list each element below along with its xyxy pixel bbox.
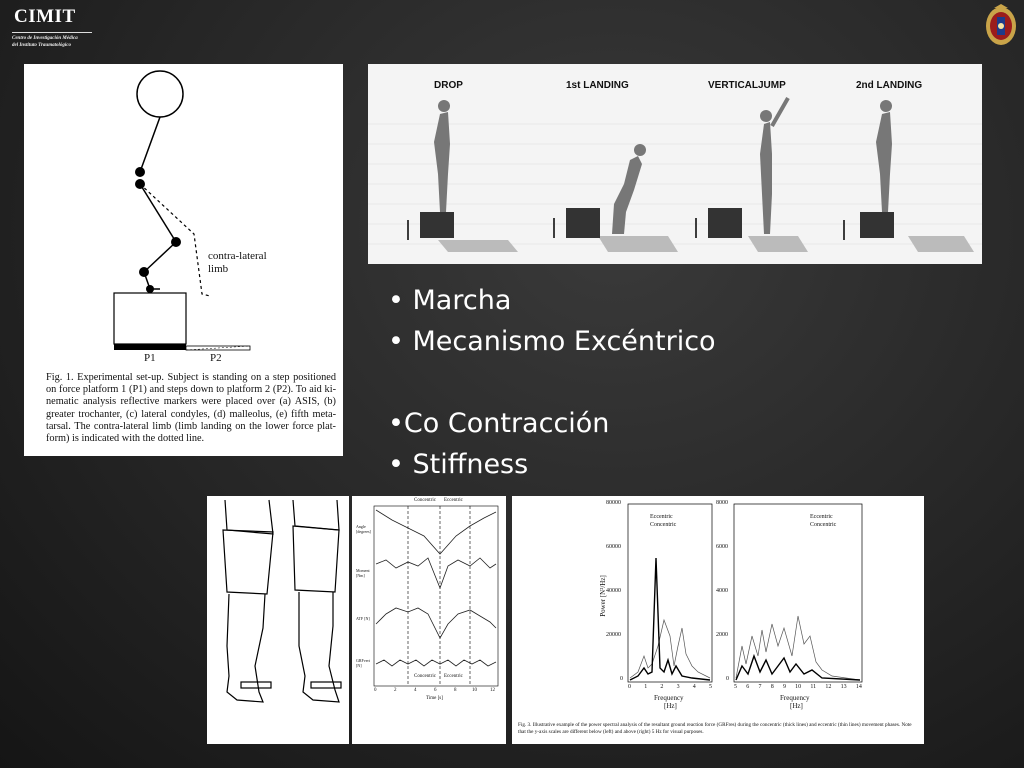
right-y-tick-4000: 4000 (716, 588, 728, 594)
scene-first-landing (554, 144, 678, 252)
logo-subtitle-1: Centro de Investigación Médica (12, 36, 78, 41)
power-spectrum-plot (512, 496, 924, 744)
atf-axis-label: ATF [N] (356, 616, 370, 621)
x-tick-0: 0 (374, 688, 377, 693)
hz-label-left: [Hz] (664, 702, 677, 710)
left-x-tick: 1 (644, 684, 648, 690)
jump-sequence-diagram (368, 64, 982, 264)
concentric-label-top: Concentric (414, 498, 436, 503)
right-x-tick: 5 (734, 684, 737, 690)
x-tick-6: 6 (434, 688, 437, 693)
left-y-tick-20000: 20000 (606, 632, 621, 638)
right-x-tick: 8 (770, 684, 774, 690)
figure-1-caption: Fig. 1. Experimental set-up. Subject is standing on a step positioned on force platform 1 (P1) and steps down to platform 2 (P2). To aid ki-nematic analysis reflective markers were placed over (a) ASIS, (b) greater trochanter, (c) lateral condyles, (d) malleolus, (e) fifth meta-tarsal. The contra-lateral limb (limb landing on the lower force plat-form) is indicated with the dotted line. (46, 372, 336, 445)
frequency-label-right: Frequency (780, 694, 810, 702)
moment-axis-label: Moment [Nm] (356, 568, 370, 578)
label-first-landing: 1st LANDING (566, 80, 629, 91)
right-y-tick-6000: 6000 (716, 544, 728, 550)
left-x-ticks (628, 684, 712, 690)
left-x-tick: 4 (692, 684, 696, 690)
left-y-tick-0: 0 (620, 676, 623, 682)
bullet-marcha: • Marcha (388, 285, 512, 316)
left-x-tick: 2 (660, 684, 664, 690)
label-drop: DROP (434, 80, 463, 91)
bullet-list (388, 280, 716, 485)
x-tick-8: 8 (454, 688, 457, 693)
right-x-tick: 11 (810, 684, 817, 690)
university-crest-icon (984, 4, 1018, 48)
left-x-tick: 0 (628, 684, 631, 690)
x-tick-4: 4 (414, 688, 417, 693)
time-axis-label: Time [s] (426, 696, 443, 701)
platform-1-label: P1 (144, 352, 156, 364)
left-y-tick-80000: 80000 (606, 500, 621, 506)
x-tick-10: 10 (472, 688, 477, 693)
left-x-tick: 3 (676, 684, 680, 690)
label-vertical-jump: VERTICALJUMP (708, 80, 786, 91)
stick-figure-diagram (24, 64, 343, 364)
right-y-tick-0: 0 (726, 676, 729, 682)
left-y-tick-40000: 40000 (606, 588, 621, 594)
logo-title: CIMIT (14, 6, 76, 27)
platform-2-label: P2 (210, 352, 222, 364)
concentric-label-bottom: Concentric (414, 674, 436, 679)
bullet-stiffness: • Stiffness (388, 449, 529, 480)
hz-label-right: [Hz] (790, 702, 803, 710)
movement-data-plot (352, 496, 506, 744)
logo-divider (12, 32, 92, 33)
right-x-tick: 9 (782, 684, 786, 690)
bullet-spacer (388, 362, 716, 403)
eccentric-label-bottom: Eccentric (444, 674, 463, 679)
scene-vertical-jump (696, 98, 808, 252)
legend-eccentric-left: Eccentric (650, 514, 673, 520)
label-second-landing: 2nd LANDING (856, 80, 923, 91)
legend-concentric-right: Concentric (810, 522, 837, 528)
x-tick-12: 12 (490, 688, 495, 693)
frequency-label-left: Frequency (654, 694, 684, 702)
x-tick-2: 2 (394, 688, 397, 693)
power-axis-label: Power [N²/Hz] (598, 575, 607, 617)
eccentric-label-top: Eccentric (444, 498, 463, 503)
right-x-ticks (734, 684, 862, 690)
movement-data-figure (352, 496, 506, 744)
jump-sequence-figure (368, 64, 982, 264)
right-y-tick-2000: 2000 (716, 632, 728, 638)
leg-illustration-figure (207, 496, 349, 744)
right-x-tick: 6 (746, 684, 750, 690)
figure-3-caption: Fig. 3. Illustrative example of the power spectral analysis of the resultant ground reaction force (GRFres) during the concentric (thick lines) and eccentric (thin lines) movement phases. Note that the y-axis scales are different below (left) and above (right) 5 Hz for visual purposes. (518, 722, 912, 735)
right-x-tick: 12 (825, 684, 832, 690)
power-spectrum-figure (512, 496, 924, 744)
grf-axis-label: GRFvert [N] (356, 658, 370, 668)
right-x-tick: 13 (840, 684, 847, 690)
right-x-tick: 10 (795, 684, 802, 690)
experimental-setup-figure (24, 64, 343, 456)
logo-subtitle-2: del Instituto Traumatológico (12, 43, 71, 48)
right-x-tick: 14 (855, 684, 862, 690)
left-y-tick-60000: 60000 (606, 544, 621, 550)
scene-drop (408, 100, 518, 252)
legend-eccentric-right: Eccentric (810, 514, 833, 520)
angle-axis-label: Angle [degrees] (356, 524, 371, 534)
legend-concentric-left: Concentric (650, 522, 677, 528)
bullet-co-contraccion: •Co Contracción (388, 408, 610, 439)
cimit-logo (10, 6, 90, 56)
scene-second-landing (844, 100, 974, 252)
leg-illustration (207, 496, 349, 744)
left-x-tick: 5 (708, 684, 712, 690)
limb-label: contra-lateral limb (208, 250, 267, 275)
bullet-mecanismo-excentrico: • Mecanismo Excéntrico (388, 326, 716, 357)
right-x-tick: 7 (758, 684, 762, 690)
right-y-tick-8000: 8000 (716, 500, 728, 506)
